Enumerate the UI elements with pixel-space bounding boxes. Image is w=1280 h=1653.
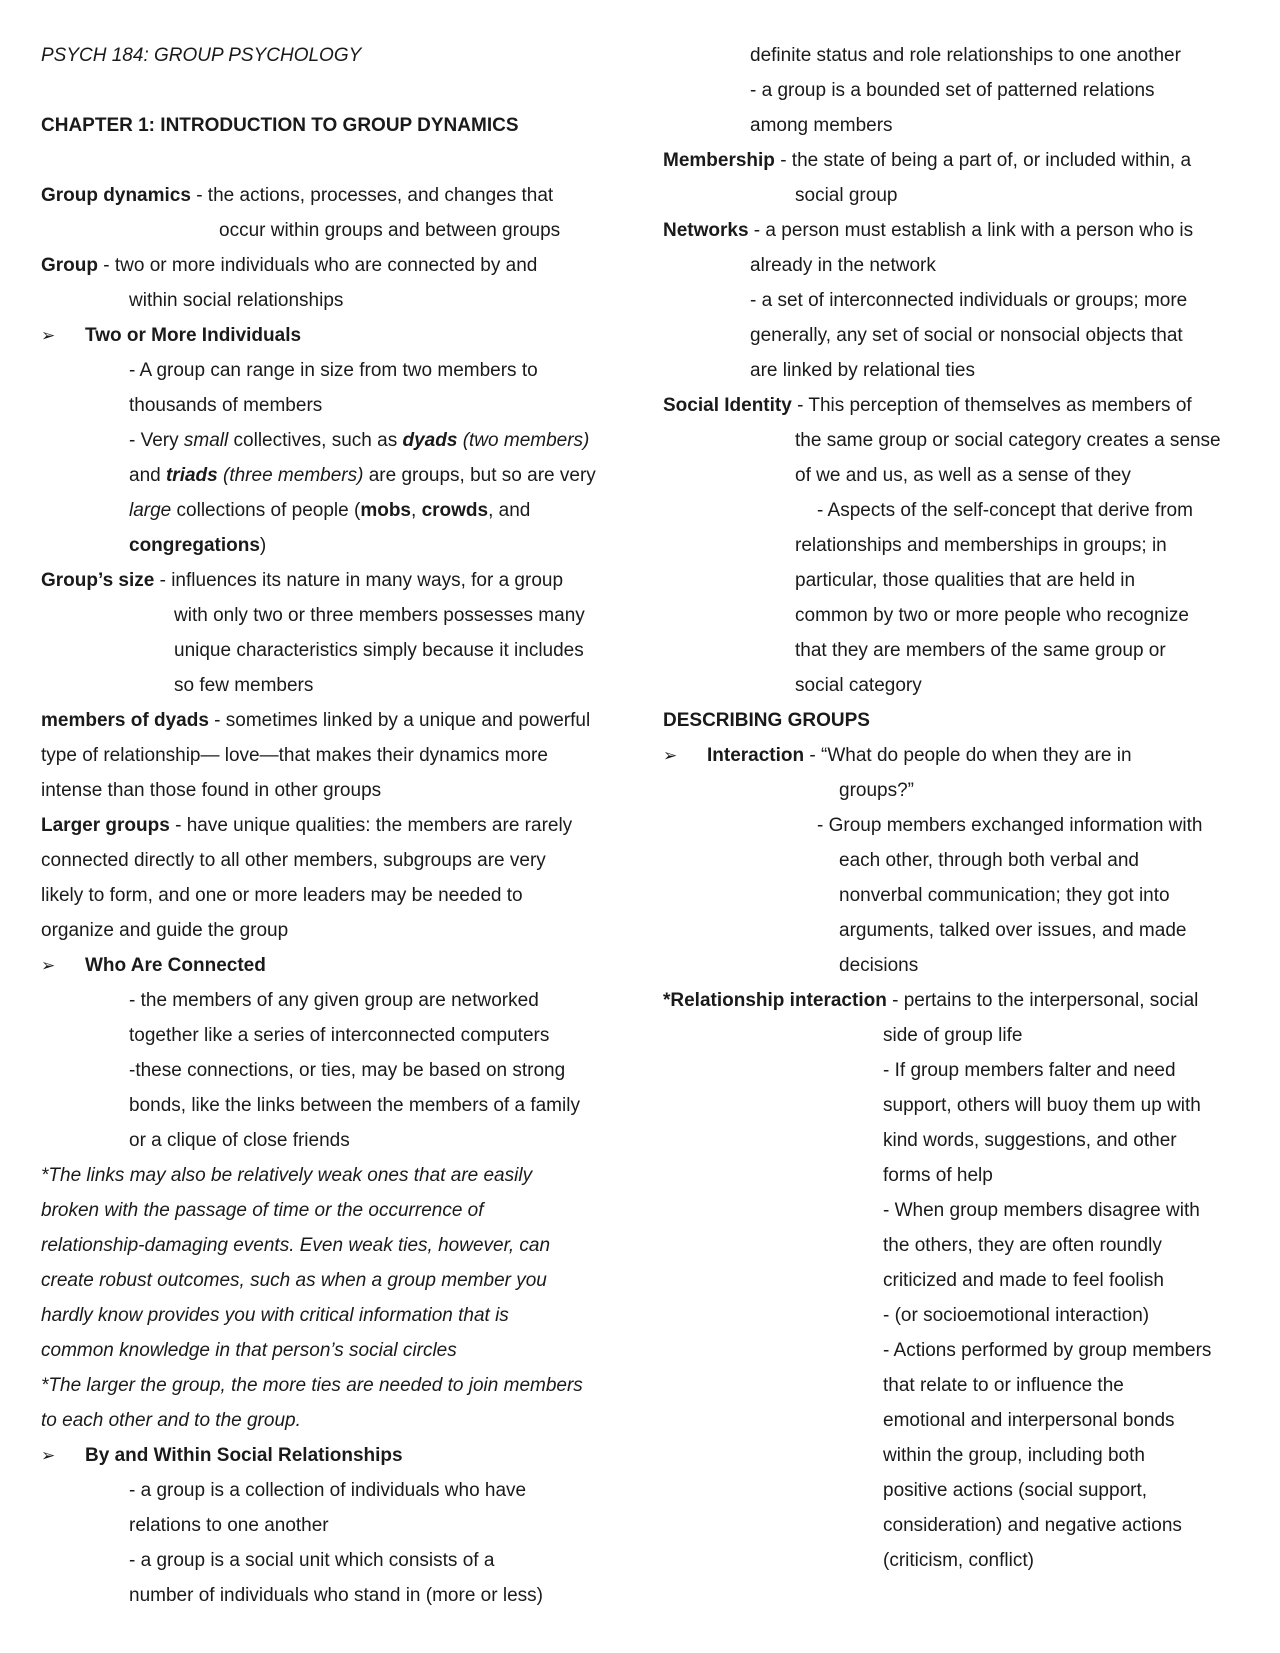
arrowhead-bullet-icon: ➢	[41, 326, 56, 345]
definition-line: the others, they are often roundly	[883, 1235, 1162, 1256]
left-column	[41, 38, 641, 1613]
list-item: - the members of any given group are networked	[129, 990, 539, 1011]
definition-line: support, others will buoy them up with	[883, 1095, 1201, 1116]
definition-line: kind words, suggestions, and other	[883, 1130, 1177, 1151]
definition-line: relationships and memberships in groups; in	[795, 535, 1167, 556]
definition-line: already in the network	[750, 255, 936, 276]
definition-line: - (or socioemotional interaction)	[883, 1305, 1150, 1326]
section-heading-describing-groups: DESCRIBING GROUPS	[663, 710, 870, 731]
note-larger-group-ties	[41, 1368, 641, 1438]
arrowhead-bullet-icon: ➢	[41, 956, 56, 975]
continuation-line: among members	[750, 115, 893, 136]
definition-line: emotional and interpersonal bonds	[883, 1410, 1175, 1431]
term-group-dynamics: Group dynamics - the actions, processes, and changes that	[41, 185, 554, 206]
definition-line: positive actions (social support,	[883, 1480, 1148, 1501]
definition-line: (criticism, conflict)	[883, 1550, 1034, 1571]
bullet-heading-who-are-connected: ➢ Who Are Connected	[41, 948, 641, 983]
right-column	[663, 38, 1253, 1578]
continuation-line: - a group is a bounded set of patterned relations	[750, 80, 1155, 101]
bullet-heading-social-relationships: ➢ By and Within Social Relationships	[41, 1438, 641, 1473]
definition-line: particular, those qualities that are held in	[795, 570, 1136, 591]
definition-line: likely to form, and one or more leaders may be needed to	[41, 885, 523, 906]
note-line: create robust outcomes, such as when a group member you	[41, 1270, 547, 1291]
note-line: hardly know provides you with critical information that is	[41, 1305, 509, 1326]
term-larger-groups: Larger groups - have unique qualities: the members are rarely	[41, 815, 573, 836]
definition-line: forms of help	[883, 1165, 993, 1186]
definition-line: - When group members disagree with	[883, 1200, 1200, 1221]
definition-line: - Group members exchanged information with	[817, 815, 1203, 836]
list-item: - a group is a collection of individuals who have	[129, 1480, 527, 1501]
term-social-identity: Social Identity - This perception of themselves as members of	[663, 395, 1192, 416]
definition-line: generally, any set of social or nonsocial objects that	[750, 325, 1183, 346]
term-group-size: Group’s size - influences its nature in many ways, for a group	[41, 570, 564, 591]
definition-line: occur within groups and between groups	[219, 220, 561, 241]
continuation-line: definite status and role relationships to one another	[750, 45, 1181, 66]
list-item: or a clique of close friends	[129, 1130, 350, 1151]
note-line: common knowledge in that person’s social circles	[41, 1340, 457, 1361]
definition-line: that they are members of the same group or	[795, 640, 1166, 661]
definition-line: common by two or more people who recognize	[795, 605, 1189, 626]
term-networks: Networks - a person must establish a link with a person who is	[663, 220, 1194, 241]
definition-line: consideration) and negative actions	[883, 1515, 1182, 1536]
list-item: large collections of people (mobs, crowds, and	[129, 500, 531, 521]
list-item: thousands of members	[129, 395, 323, 416]
note-line: *The larger the group, the more ties are needed to join members	[41, 1375, 583, 1396]
note-weak-ties	[41, 1158, 641, 1368]
arrowhead-bullet-icon: ➢	[41, 1446, 56, 1465]
definition-line: criticized and made to feel foolish	[883, 1270, 1164, 1291]
definition-line: arguments, talked over issues, and made	[839, 920, 1187, 941]
definition-line: so few members	[174, 675, 314, 696]
definition-line: with only two or three members possesses many	[174, 605, 585, 626]
definition-line: within social relationships	[129, 290, 344, 311]
list-item: bonds, like the links between the members of a family	[129, 1095, 580, 1116]
list-item: - Very small collectives, such as dyads (two members)	[129, 430, 590, 451]
note-line: relationship-damaging events. Even weak ties, however, can	[41, 1235, 551, 1256]
note-line: to each other and to the group.	[41, 1410, 301, 1431]
definition-line: social group	[795, 185, 898, 206]
definition-line: groups?”	[839, 780, 914, 801]
definition-line: organize and guide the group	[41, 920, 289, 941]
term-relationship-interaction: *Relationship interaction - pertains to the interpersonal, social	[663, 990, 1199, 1011]
definition-line: are linked by relational ties	[750, 360, 975, 381]
definition-line: that relate to or influence the	[883, 1375, 1124, 1396]
definition-line: - a set of interconnected individuals or groups; more	[750, 290, 1188, 311]
list-item: -these connections, or ties, may be based on strong	[129, 1060, 566, 1081]
definition-line: within the group, including both	[883, 1445, 1145, 1466]
chapter-title: CHAPTER 1: INTRODUCTION TO GROUP DYNAMICS	[41, 115, 519, 136]
relationship-interaction-body	[663, 1018, 1253, 1578]
definition-line: unique characteristics simply because it includes	[174, 640, 584, 661]
definition-line: - Aspects of the self-concept that derive from	[817, 500, 1193, 521]
term-membership: Membership - the state of being a part of, or included within, a	[663, 150, 1192, 171]
definition-line: - Actions performed by group members	[883, 1340, 1212, 1361]
course-title: PSYCH 184: GROUP PSYCHOLOGY	[41, 45, 362, 66]
definition-line: each other, through both verbal and	[839, 850, 1140, 871]
definition-line: nonverbal communication; they got into	[839, 885, 1170, 906]
note-line: *The links may also be relatively weak ones that are easily	[41, 1165, 533, 1186]
definition-line: - If group members falter and need	[883, 1060, 1176, 1081]
term-members-of-dyads: members of dyads - sometimes linked by a unique and powerful	[41, 710, 591, 731]
list-item: - a group is a social unit which consists of a	[129, 1550, 495, 1571]
list-item: - A group can range in size from two members to	[129, 360, 538, 381]
bullet-heading-two-or-more: ➢ Two or More Individuals	[41, 318, 641, 353]
definition-line: connected directly to all other members, subgroups are very	[41, 850, 546, 871]
note-line: broken with the passage of time or the occurrence of	[41, 1200, 484, 1221]
bullet-heading-interaction: ➢ Interaction - “What do people do when they are in	[663, 738, 1253, 773]
arrowhead-bullet-icon: ➢	[663, 746, 678, 765]
definition-line: decisions	[839, 955, 919, 976]
list-item: number of individuals who stand in (more or less)	[129, 1585, 543, 1606]
list-item: relations to one another	[129, 1515, 329, 1536]
definition-line: social category	[795, 675, 922, 696]
definition-line: the same group or social category creates a sense	[795, 430, 1221, 451]
list-item: and triads (three members) are groups, but so are very	[129, 465, 596, 486]
list-item: congregations)	[129, 535, 267, 556]
definition-line: intense than those found in other groups	[41, 780, 382, 801]
term-group: Group - two or more individuals who are connected by and	[41, 255, 538, 276]
definition-line: type of relationship— love—that makes their dynamics more	[41, 745, 548, 766]
list-item: together like a series of interconnected computers	[129, 1025, 550, 1046]
definition-line: of we and us, as well as a sense of they	[795, 465, 1131, 486]
definition-line: side of group life	[883, 1025, 1023, 1046]
